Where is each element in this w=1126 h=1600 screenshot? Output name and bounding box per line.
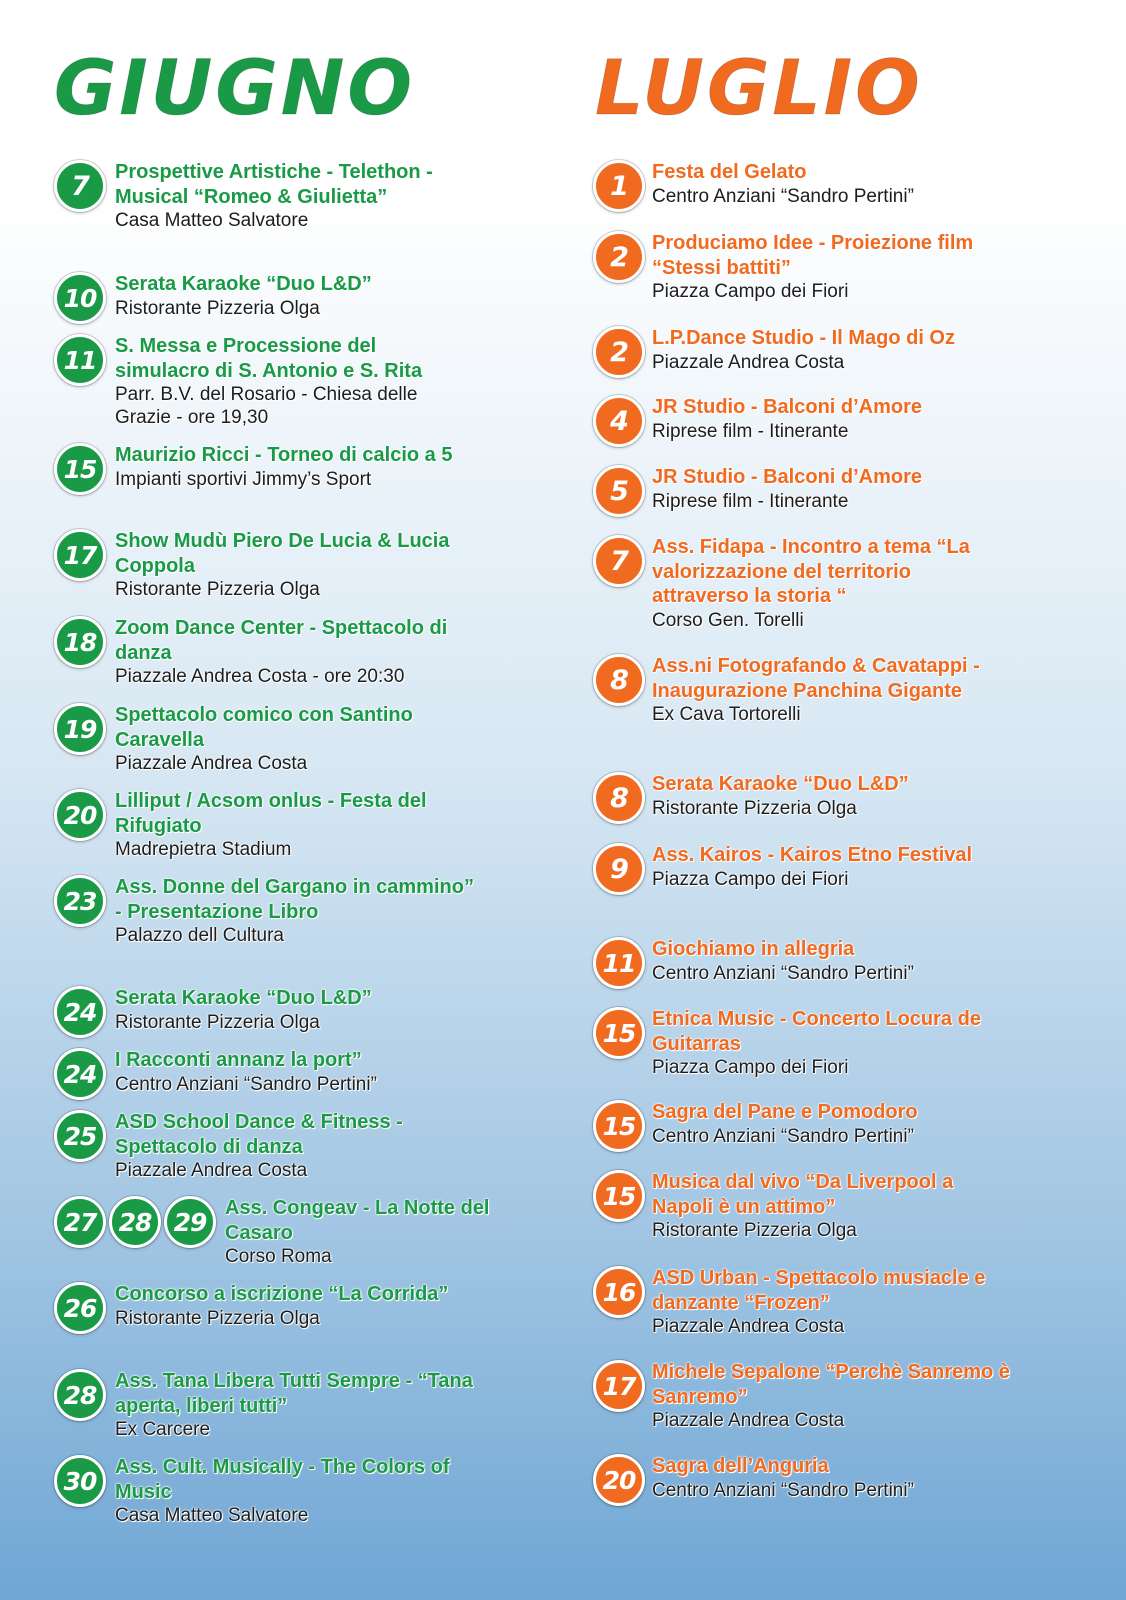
event-text xyxy=(652,937,1012,985)
event-text xyxy=(652,535,1012,632)
day-badge: 15 xyxy=(593,1170,645,1222)
event-text xyxy=(115,334,475,429)
event-location: Piazzale Andrea Costa xyxy=(652,351,845,373)
event-date-badges xyxy=(54,703,106,755)
event-date-badges xyxy=(54,1110,106,1162)
day-badge: 4 xyxy=(593,395,645,447)
event-text xyxy=(652,1007,1012,1079)
event-date-badges xyxy=(54,875,106,927)
event-location: Centro Anziani “Sandro Pertini” xyxy=(115,1073,377,1095)
event-title: Michele Sepalone “Perchè Sanremo è Sanremo” xyxy=(652,1361,1010,1408)
event-title: Prospettive Artistiche - Telethon - Musical “Romeo & Giulietta” xyxy=(115,161,433,208)
event-date-badges xyxy=(593,1454,645,1506)
event-date-badges xyxy=(54,443,106,495)
event-title: S. Messa e Processione del simulacro di S. Antonio e S. Rita xyxy=(115,335,423,382)
event-text xyxy=(115,272,475,320)
event-date-badges xyxy=(593,1266,645,1318)
event-title: Festa del Gelato xyxy=(652,161,807,183)
event-title: Giochiamo in allegria xyxy=(652,938,855,960)
event-text xyxy=(652,1100,1012,1148)
event-date-badges xyxy=(54,1282,106,1334)
event-title: Spettacolo comico con Santino Caravella xyxy=(115,704,413,751)
day-badge: 1 xyxy=(593,160,645,212)
event-text xyxy=(652,1266,1012,1338)
event-date-badges xyxy=(54,272,106,324)
event-date-badges xyxy=(54,1048,106,1100)
event-date-badges xyxy=(593,843,645,895)
event-location: Casa Matteo Salvatore xyxy=(115,210,309,231)
event-text xyxy=(115,1369,475,1441)
day-badge: 26 xyxy=(54,1282,106,1334)
event-text xyxy=(652,395,1012,443)
event-title: JR Studio - Balconi d’Amore xyxy=(652,396,923,418)
event-location: Riprese film - Itinerante xyxy=(652,420,849,442)
event-title: JR Studio - Balconi d’Amore xyxy=(652,466,923,488)
event-date-badges xyxy=(593,772,645,824)
day-badge: 16 xyxy=(593,1266,645,1318)
event-title: Musica dal vivo “Da Liverpool a Napoli è un attimo” xyxy=(652,1171,954,1218)
event-title: Etnica Music - Concerto Locura de Guitarras xyxy=(652,1008,981,1055)
event-date-badges xyxy=(54,1455,106,1507)
giugno-title: GIUGNO xyxy=(54,43,415,132)
event-title: Serata Karaoke “Duo L&D” xyxy=(115,273,372,295)
event-location: Riprese film - Itinerante xyxy=(652,490,849,512)
event-date-badges xyxy=(593,535,645,587)
event-text xyxy=(115,616,475,688)
event-location: Piazzale Andrea Costa xyxy=(115,1160,308,1181)
day-badge: 11 xyxy=(593,937,645,989)
event-location: Ex Cava Tortorelli xyxy=(652,704,801,725)
event-date-badges xyxy=(54,1196,216,1248)
event-location: Ex Carcere xyxy=(115,1419,211,1440)
event-date-badges xyxy=(593,326,645,378)
event-text xyxy=(115,789,475,861)
event-date-badges xyxy=(593,160,645,212)
event-location: Casa Matteo Salvatore xyxy=(115,1505,309,1526)
event-location: Ristorante Pizzeria Olga xyxy=(652,797,857,819)
event-text xyxy=(652,465,1012,513)
day-badge: 7 xyxy=(54,160,106,212)
event-title: Ass. Kairos - Kairos Etno Festival xyxy=(652,844,973,866)
day-badge: 23 xyxy=(54,875,106,927)
event-date-badges xyxy=(593,231,645,283)
day-badge: 18 xyxy=(54,616,106,668)
event-location: Piazzale Andrea Costa xyxy=(652,1316,845,1337)
event-title: Ass. Tana Libera Tutti Sempre - “Tana aperta, liberi tutti” xyxy=(115,1370,473,1417)
event-title: Produciamo Idee - Proiezione film “Stessi battiti” xyxy=(652,232,974,279)
event-text xyxy=(115,1282,475,1330)
event-title: ASD Urban - Spettacolo musiacle e danzante “Frozen” xyxy=(652,1267,986,1314)
event-location: Piazza Campo dei Fiori xyxy=(652,281,849,302)
event-title: L.P.Dance Studio - Il Mago di Oz xyxy=(652,327,955,349)
day-badge: 19 xyxy=(54,703,106,755)
day-badge: 29 xyxy=(164,1196,216,1248)
event-location: Piazzale Andrea Costa - ore 20:30 xyxy=(115,666,405,687)
event-title: I Racconti annanz la port” xyxy=(115,1049,362,1071)
event-location: Ristorante Pizzeria Olga xyxy=(115,579,320,600)
event-text xyxy=(115,986,475,1034)
day-badge: 20 xyxy=(593,1454,645,1506)
event-date-badges xyxy=(54,986,106,1038)
event-text xyxy=(652,1360,1012,1432)
day-badge: 11 xyxy=(54,334,106,386)
day-badge: 15 xyxy=(593,1100,645,1152)
event-date-badges xyxy=(593,1170,645,1222)
event-date-badges xyxy=(54,334,106,386)
event-text xyxy=(652,843,1012,891)
event-text xyxy=(652,654,1012,726)
event-text xyxy=(115,529,475,601)
event-title: Serata Karaoke “Duo L&D” xyxy=(115,987,372,1009)
event-text xyxy=(115,443,475,491)
day-badge: 17 xyxy=(54,529,106,581)
event-location: Parr. B.V. del Rosario - Chiesa delle Grazie - ore 19,30 xyxy=(115,384,418,428)
event-title: Concorso a iscrizione “La Corrida” xyxy=(115,1283,449,1305)
event-location: Ristorante Pizzeria Olga xyxy=(652,1220,857,1241)
event-date-badges xyxy=(593,1007,645,1059)
event-location: Piazzale Andrea Costa xyxy=(652,1410,845,1431)
event-text xyxy=(115,160,475,232)
day-badge: 17 xyxy=(593,1360,645,1412)
event-date-badges xyxy=(593,654,645,706)
day-badge: 25 xyxy=(54,1110,106,1162)
day-badge: 24 xyxy=(54,986,106,1038)
event-text xyxy=(652,772,1012,820)
day-badge: 24 xyxy=(54,1048,106,1100)
event-text xyxy=(115,875,475,947)
event-text xyxy=(652,1454,1012,1502)
day-badge: 20 xyxy=(54,789,106,841)
event-location: Madrepietra Stadium xyxy=(115,839,292,860)
event-location: Piazzale Andrea Costa xyxy=(115,753,308,774)
event-date-badges xyxy=(593,395,645,447)
event-date-badges xyxy=(593,465,645,517)
day-badge: 7 xyxy=(593,535,645,587)
day-badge: 28 xyxy=(109,1196,161,1248)
event-title: ASD School Dance & Fitness - Spettacolo di danza xyxy=(115,1111,403,1158)
event-location: Impianti sportivi Jimmy’s Sport xyxy=(115,468,372,490)
event-location: Ristorante Pizzeria Olga xyxy=(115,1307,320,1329)
event-title: Sagra del Pane e Pomodoro xyxy=(652,1101,918,1123)
event-title: Lilliput / Acsom onlus - Festa del Rifugiato xyxy=(115,790,427,837)
event-location: Piazza Campo dei Fiori xyxy=(652,868,849,890)
event-text xyxy=(115,1110,475,1182)
day-badge: 10 xyxy=(54,272,106,324)
event-location: Centro Anziani “Sandro Pertini” xyxy=(652,185,914,207)
event-date-badges xyxy=(54,160,106,212)
event-location: Centro Anziani “Sandro Pertini” xyxy=(652,962,914,984)
day-badge: 9 xyxy=(593,843,645,895)
event-date-badges xyxy=(593,937,645,989)
event-title: Ass. Fidapa - Incontro a tema “La valorizzazione del territorio attraverso la storia “ xyxy=(652,536,970,607)
event-location: Piazza Campo dei Fiori xyxy=(652,1057,849,1078)
event-date-badges xyxy=(54,616,106,668)
event-title: Maurizio Ricci - Torneo di calcio a 5 xyxy=(115,444,453,466)
event-title: Ass. Donne del Gargano in cammino” - Presentazione Libro xyxy=(115,876,474,923)
event-title: Ass. Cult. Musically - The Colors of Music xyxy=(115,1456,450,1503)
luglio-title: LUGLIO xyxy=(595,43,923,132)
event-text xyxy=(115,703,475,775)
day-badge: 30 xyxy=(54,1455,106,1507)
day-badge: 8 xyxy=(593,654,645,706)
event-location: Corso Gen. Torelli xyxy=(652,609,804,631)
event-location: Centro Anziani “Sandro Pertini” xyxy=(652,1125,914,1147)
event-title: Zoom Dance Center - Spettacolo di danza xyxy=(115,617,448,664)
event-location: Palazzo dell Cultura xyxy=(115,925,284,946)
event-date-badges xyxy=(54,529,106,581)
event-location: Ristorante Pizzeria Olga xyxy=(115,1011,320,1033)
event-title: Show Mudù Piero De Lucia & Lucia Coppola xyxy=(115,530,450,577)
day-badge: 8 xyxy=(593,772,645,824)
event-text xyxy=(225,1196,525,1268)
day-badge: 15 xyxy=(54,443,106,495)
day-badge: 15 xyxy=(593,1007,645,1059)
day-badge: 27 xyxy=(54,1196,106,1248)
event-title: Serata Karaoke “Duo L&D” xyxy=(652,773,909,795)
event-text xyxy=(652,231,1012,303)
day-badge: 2 xyxy=(593,326,645,378)
event-date-badges xyxy=(54,1369,106,1421)
day-badge: 5 xyxy=(593,465,645,517)
day-badge: 2 xyxy=(593,231,645,283)
event-location: Corso Roma xyxy=(225,1246,332,1267)
event-text xyxy=(652,1170,1012,1242)
day-badge: 28 xyxy=(54,1369,106,1421)
event-text xyxy=(115,1455,475,1527)
event-location: Ristorante Pizzeria Olga xyxy=(115,297,320,319)
event-text xyxy=(652,326,1012,374)
event-title: Ass. Congeav - La Notte del Casaro xyxy=(225,1197,490,1244)
event-date-badges xyxy=(54,789,106,841)
event-title: Ass.ni Fotografando & Cavatappi - Inaugurazione Panchina Gigante xyxy=(652,655,980,702)
event-title: Sagra dell’Anguria xyxy=(652,1455,829,1477)
event-text xyxy=(115,1048,475,1096)
event-location: Centro Anziani “Sandro Pertini” xyxy=(652,1479,914,1501)
event-date-badges xyxy=(593,1360,645,1412)
event-text xyxy=(652,160,1012,208)
event-date-badges xyxy=(593,1100,645,1152)
